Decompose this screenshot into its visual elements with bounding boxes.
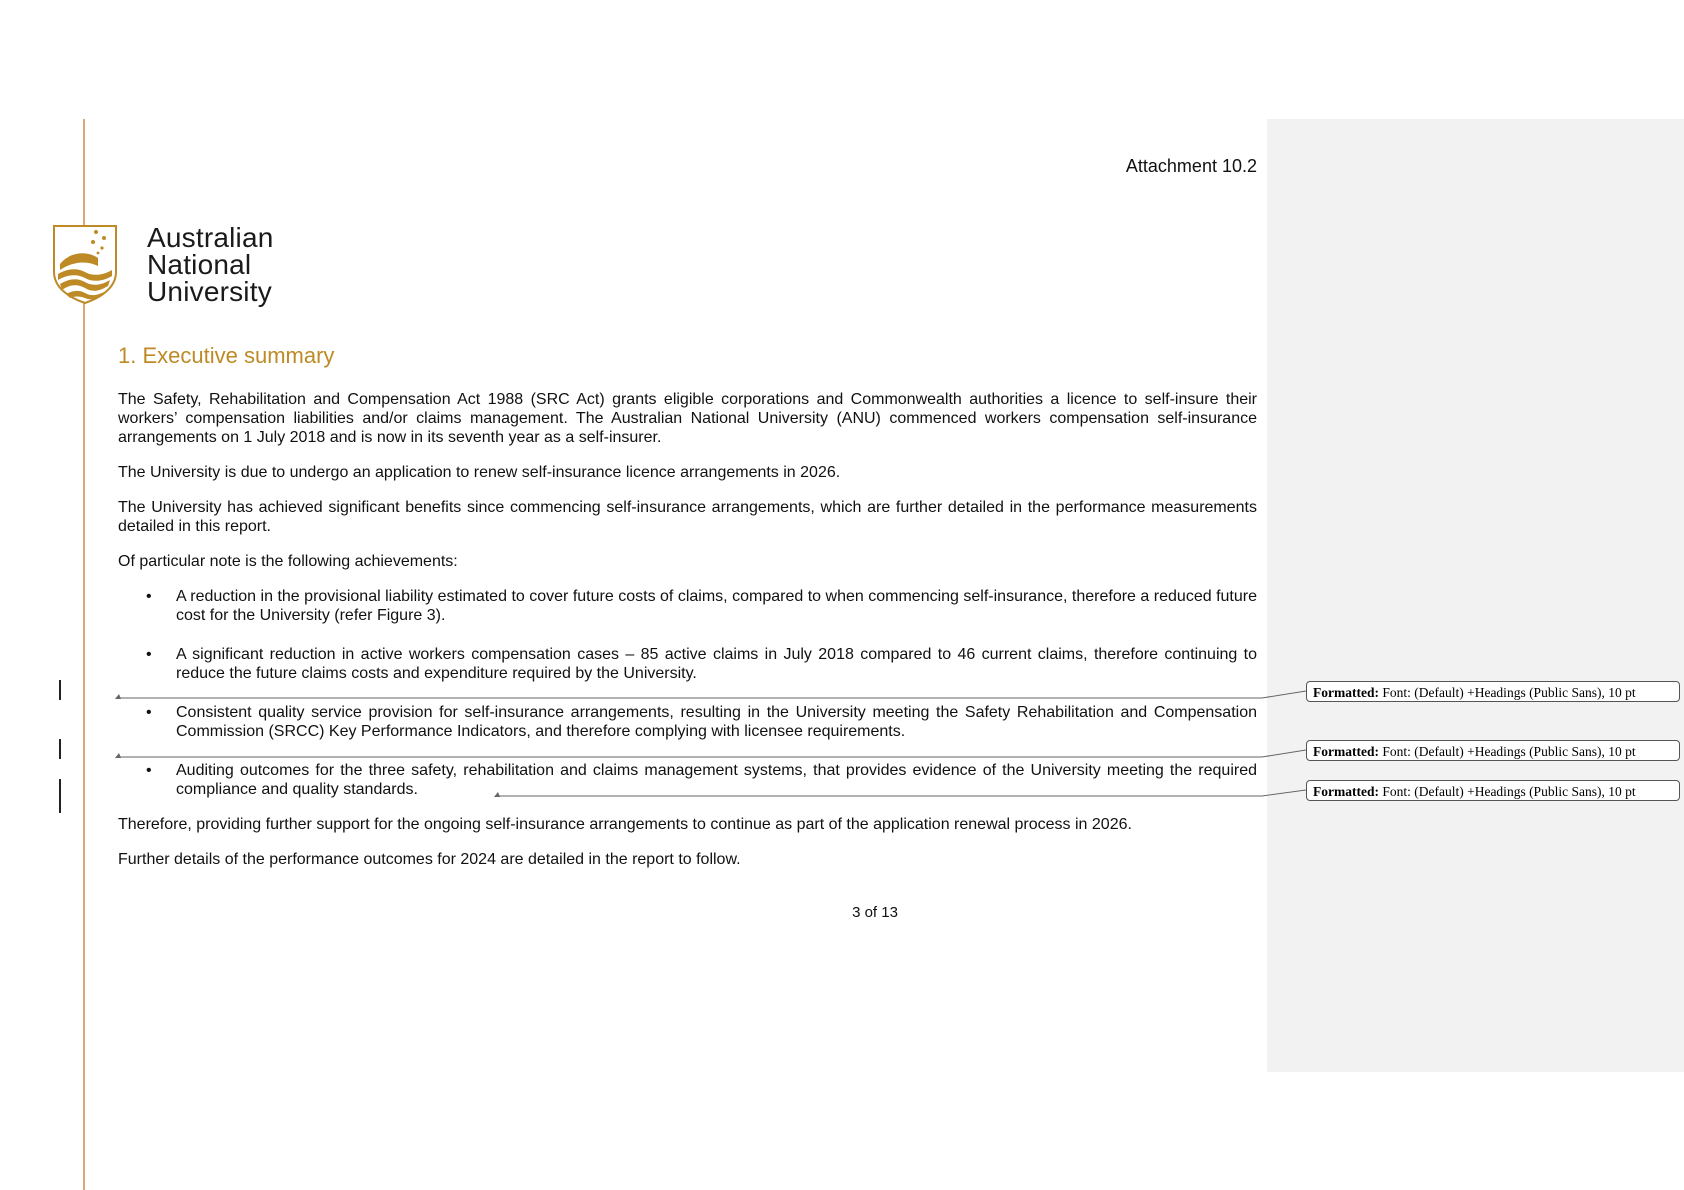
paragraph-intro: The Safety, Rehabilitation and Compensation Act 1988 (SRC Act) grants eligible corporations and Commonwealth authorities a licence to self-insure their workers’ compensation liabilities and/or claims management. The Australian National University (ANU) commenced workers compensation self-insurance arrangements on 1 July 2018 and is now in its seventh year as a self-insurer. (118, 391, 1257, 446)
bullet-marker: • (146, 588, 152, 605)
comment-balloon[interactable]: Formatted: Font: (Default) +Headings (Public Sans), 10 pt (1306, 740, 1680, 761)
section-heading: 1. Executive summary (118, 343, 335, 368)
logo-line-1: Australian (147, 222, 274, 253)
bullet-marker: • (146, 646, 152, 663)
comment-balloon[interactable]: Formatted: Font: (Default) +Headings (Public Sans), 10 pt (1306, 681, 1680, 702)
logo-line-2: National (147, 249, 252, 280)
page-number: 3 of 13 (852, 904, 898, 921)
bullet-marker: • (146, 704, 152, 721)
bullet-marker: • (146, 762, 152, 779)
paragraph-renewal: The University is due to undergo an application to renew self-insurance licence arrangements in 2026. (118, 464, 841, 481)
paragraph-note: Of particular note is the following achievements: (118, 553, 458, 570)
comment-balloon[interactable]: Formatted: Font: (Default) +Headings (Public Sans), 10 pt (1306, 780, 1680, 801)
paragraph-benefits: The University has achieved significant benefits since commencing self-insurance arrangements, which are further detailed in the performance measurements detailed in this report. (118, 499, 1257, 535)
paragraph-therefore: Therefore, providing further support for the ongoing self-insurance arrangements to continue as part of the application renewal process in 2026. (118, 816, 1132, 833)
list-item: • A significant reduction in active workers compensation cases – 85 active claims in July 2018 compared to 46 current claims, therefore continuing to reduce the future claims costs and expenditure required by the University. (146, 646, 1257, 682)
paragraph-further: Further details of the performance outcomes for 2024 are detailed in the report to follow. (118, 851, 741, 868)
logo-line-3: University (147, 276, 272, 307)
list-item: • Auditing outcomes for the three safety, rehabilitation and claims management systems, that provides evidence of the University meeting the required compliance and quality standards. (146, 762, 1257, 798)
list-item: • A reduction in the provisional liability estimated to cover future costs of claims, compared to when commencing self-insurance, therefore a reduced future cost for the University (refer Figure 3). (146, 588, 1257, 624)
attachment-label: Attachment 10.2 (1125, 156, 1257, 176)
list-item: • Consistent quality service provision for self-insurance arrangements, resulting in the University meeting the Safety Rehabilitation and Compensation Commission (SRCC) Key Performance Indicators, and therefore complying with licensee requirements. (146, 704, 1257, 740)
